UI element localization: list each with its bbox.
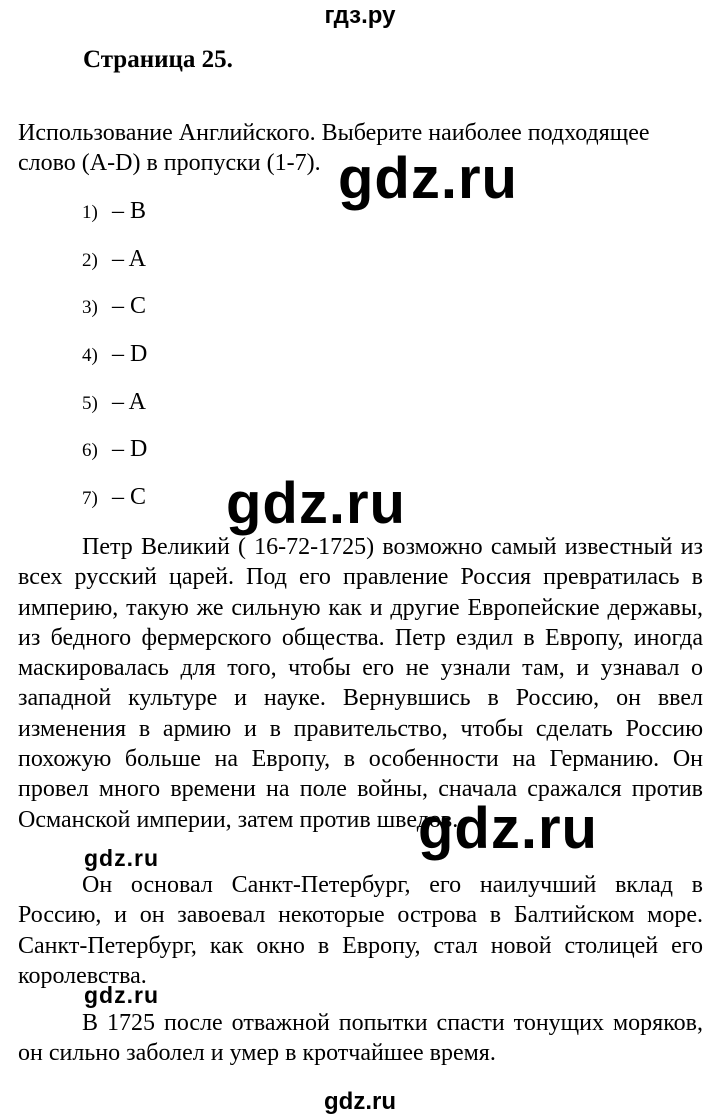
page-title: Страница 25.: [83, 46, 233, 73]
answer-number: 3): [82, 297, 98, 319]
task-instruction: Использование Английского. Выберите наиболее подходящее слово (A-D) в пропуски (1-7).: [18, 120, 650, 176]
list-item: [82, 196, 147, 244]
answer-number: 6): [82, 440, 98, 462]
paragraph-2: Он основал Санкт-Петербург, его наилучший вклад в Россию, и он завоевал некоторые острова в Балтийском море. Санкт-Петербург, как окно в Европу, стал новой столицей его королевства.: [18, 872, 703, 989]
answer-choice: – D: [112, 436, 148, 463]
list-item: [82, 339, 147, 387]
watermark-small: gdz.ru: [84, 845, 159, 871]
site-footer: gdz.ru: [324, 1088, 396, 1115]
list-item: [82, 291, 147, 339]
watermark-large: gdz.ru: [226, 471, 406, 536]
answer-choice: – C: [112, 484, 147, 511]
list-item: [82, 482, 147, 530]
paragraph-1: Петр Великий ( 16-72-1725) возможно самый известный из всех русский царей. Под его правление Россия превратилась в империю, такую же сильную как и другие Европейские державы, из бедного фермерского общества. Петр ездил в Европу, иногда маскировалась для того, чтобы его не узнали там, и узнавал о западной культуре и науке. Вернувшись в Россию, он ввел изменения в армию и в правительство, чтобы сделать Россию похожую больше на Европу, в особенности на Германию. Он провел много времени на поле войны, сначала сражался против Османской империи, затем против шведов.: [18, 534, 703, 833]
answer-choice: – A: [112, 388, 147, 415]
watermark-small: gdz.ru: [84, 982, 159, 1008]
answer-number: 5): [82, 392, 98, 414]
watermark-large: gdz.ru: [338, 146, 518, 211]
watermark-large: gdz.ru: [418, 796, 598, 861]
answer-choice: – B: [112, 198, 147, 224]
answer-number: 4): [82, 345, 98, 367]
answer-number: 1): [82, 202, 98, 223]
list-item: [82, 434, 147, 482]
answer-list: [82, 196, 147, 530]
answer-choice: – D: [112, 341, 148, 368]
answer-choice: – C: [112, 293, 147, 320]
list-item: [82, 387, 147, 435]
paragraph-3: В 1725 после отважной попытки спасти тонущих моряков, он сильно заболел и умер в кротчайшее время.: [18, 1010, 703, 1067]
list-item: [82, 244, 147, 292]
site-header: гдз.ру: [324, 2, 396, 29]
answer-number: 2): [82, 249, 98, 271]
answer-choice: – A: [112, 245, 147, 272]
answer-number: 7): [82, 488, 98, 510]
